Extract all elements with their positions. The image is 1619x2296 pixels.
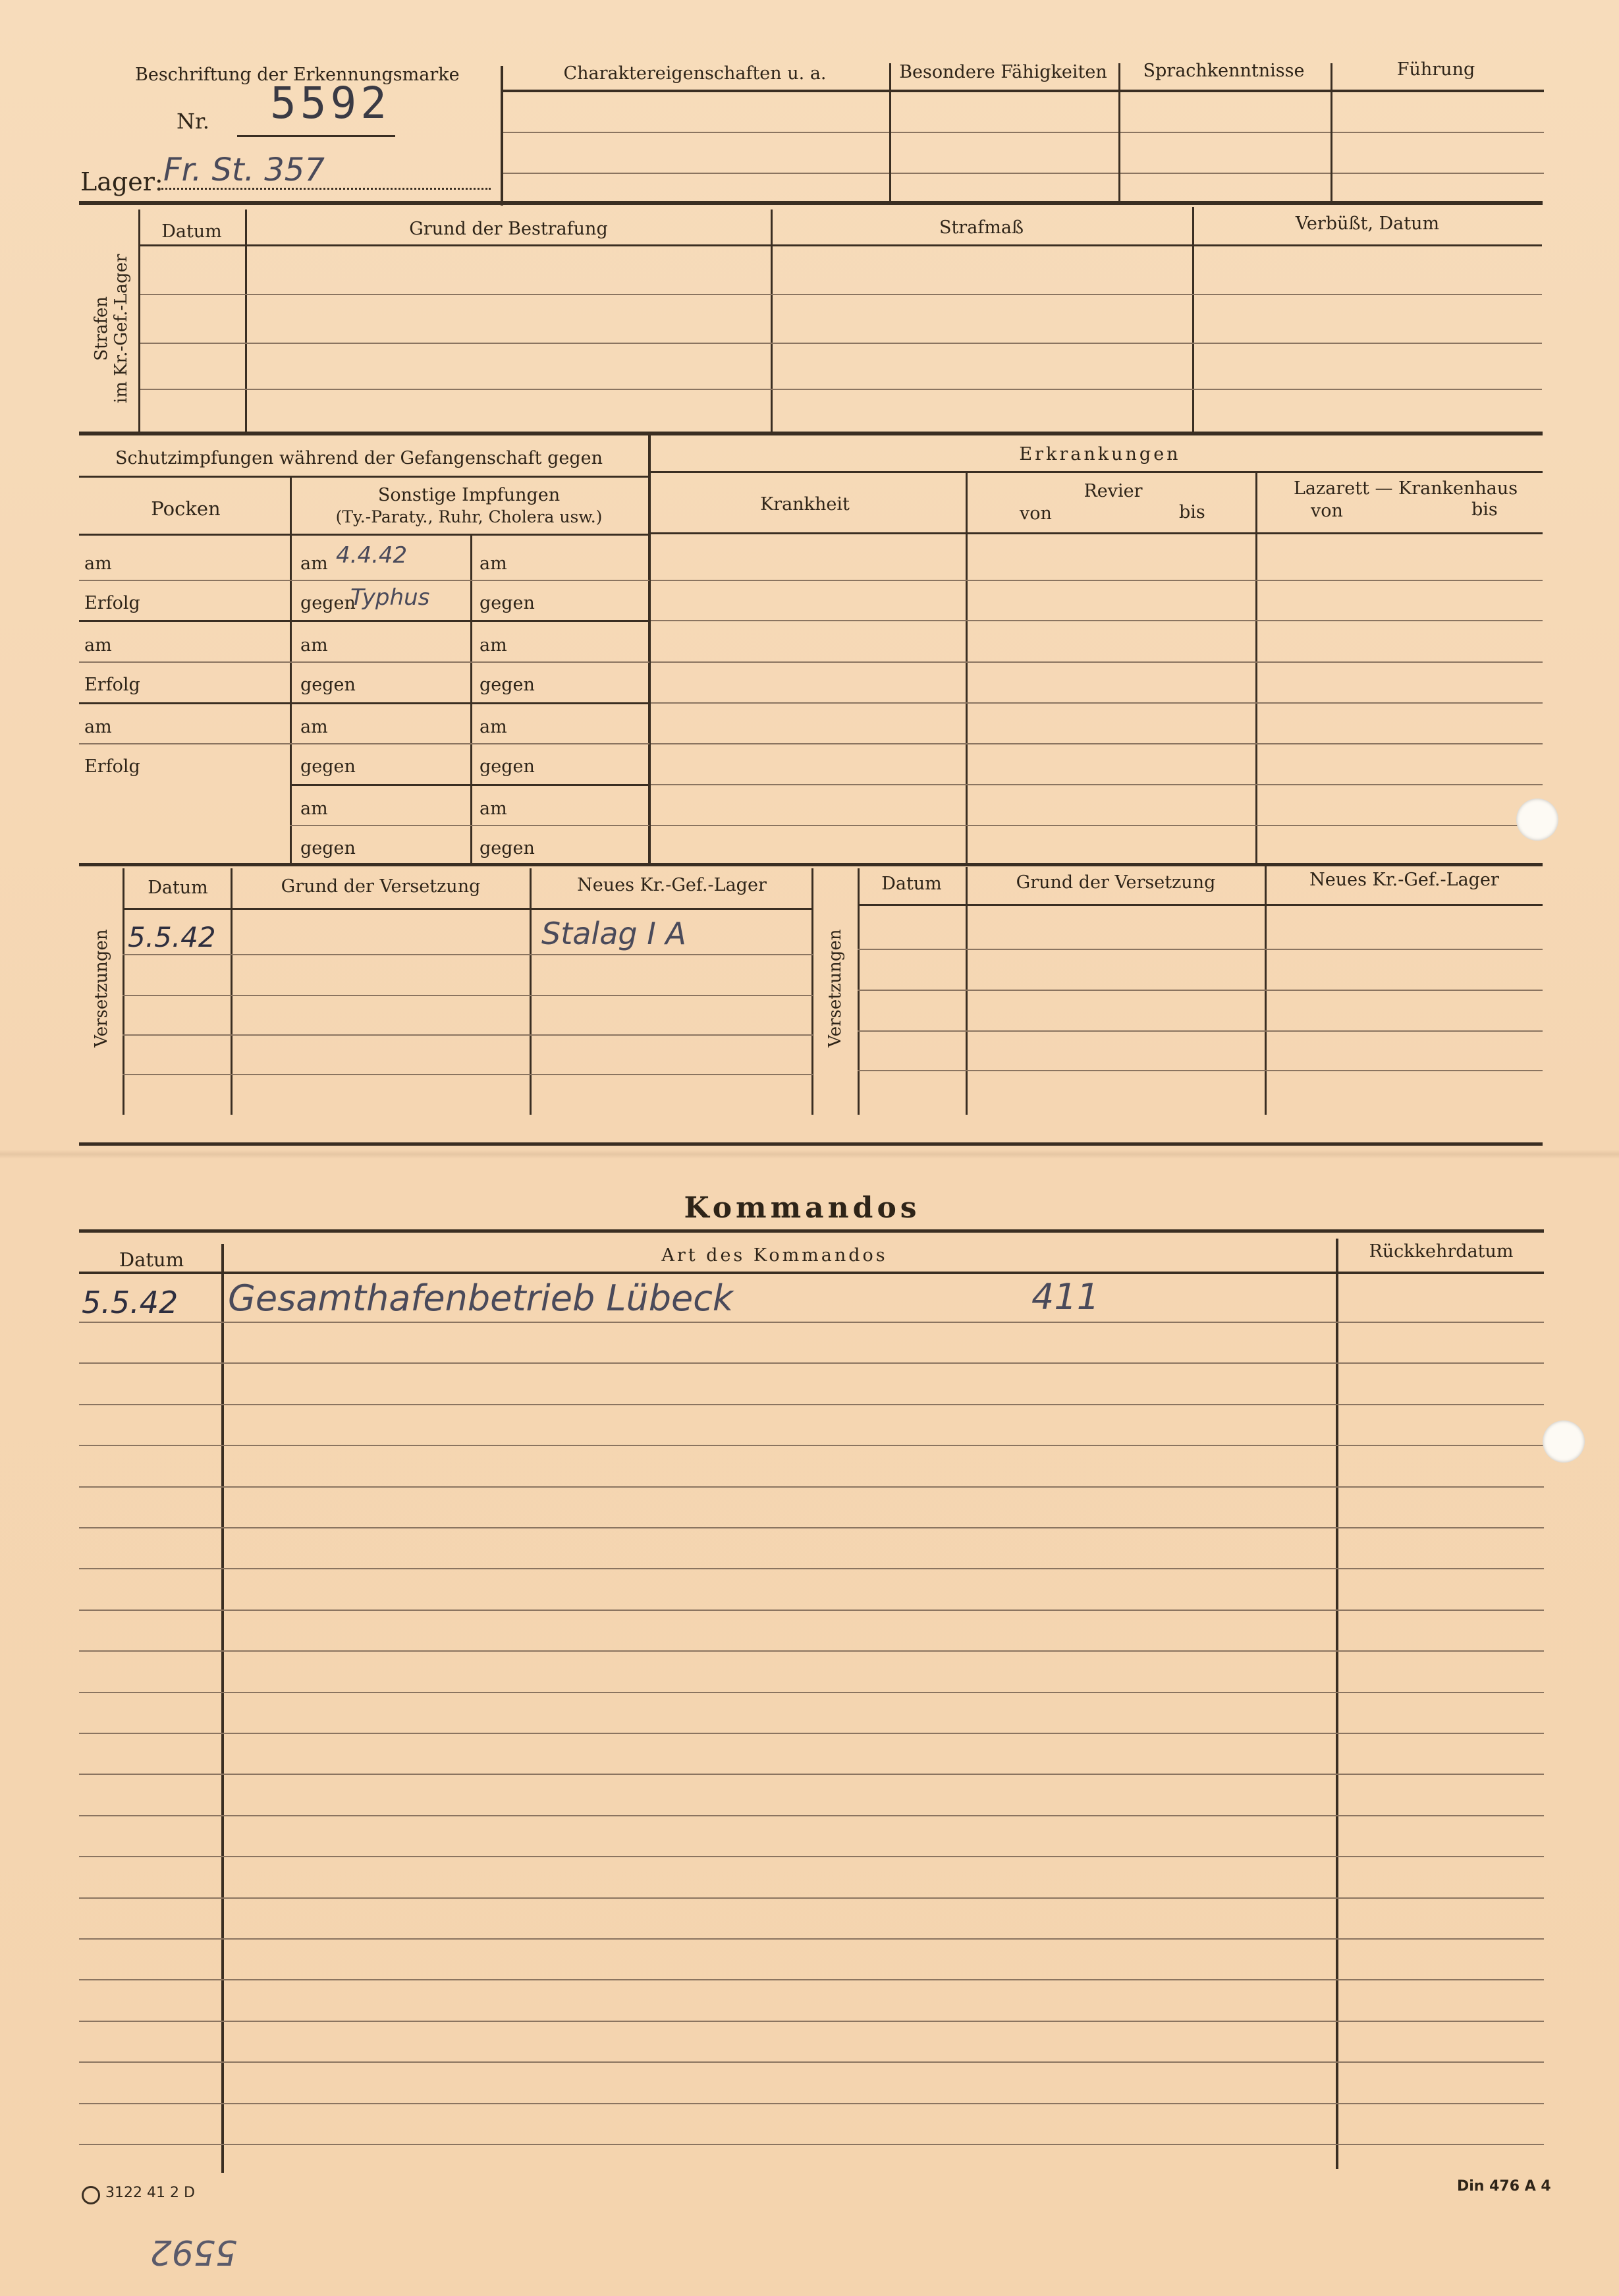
kommandos-row-line xyxy=(79,1362,1544,1364)
header-fuehrung: Führung xyxy=(1396,59,1475,80)
strafen-row-line xyxy=(140,294,1542,295)
kommandos-row-line xyxy=(79,2061,1544,2063)
vers-left-side-label: Versetzungen xyxy=(92,929,111,1048)
impfungen-header-line xyxy=(79,534,649,536)
vers-row1-date: 5.5.42 xyxy=(128,921,216,953)
impf-group-line xyxy=(79,702,649,704)
impf-group-line xyxy=(290,784,649,786)
header-sprachkenntnisse: Sprachkenntnisse xyxy=(1143,61,1305,81)
erk-row-line xyxy=(651,620,1543,621)
kommandos-table-top xyxy=(79,1229,1544,1233)
erkrankungen-title-line xyxy=(651,471,1543,473)
erkrankungen-divider xyxy=(1255,472,1257,864)
sonstige-am-3b: am xyxy=(480,717,507,737)
kommandos-row-line xyxy=(79,1527,1544,1528)
erkrankungen-title: Erkrankungen xyxy=(1019,444,1181,464)
kommandos-row-line xyxy=(79,1445,1544,1446)
printer-code: 3122 41 2 D xyxy=(105,2185,195,2201)
vers-right-header-line xyxy=(858,904,1543,906)
vers-left-divider xyxy=(811,868,813,1115)
top-grid-divider xyxy=(1118,63,1120,204)
pocken-header: Pocken xyxy=(151,497,221,520)
kommandos-header-line xyxy=(79,1272,1544,1274)
strafen-divider xyxy=(771,210,773,432)
strafen-verbuesst-header: Verbüßt, Datum xyxy=(1295,213,1440,234)
impfungen-title: Schutzimpfungen während der Gefangenschaft gegen xyxy=(115,448,603,468)
strafen-divider xyxy=(245,210,247,432)
kommandos-row-line xyxy=(79,2144,1544,2145)
kommandos-row-line xyxy=(79,1650,1544,1652)
sonstige-am-2a: am xyxy=(300,635,328,656)
strafen-divider xyxy=(138,210,140,432)
lager-value: Fr. St. 357 xyxy=(163,152,325,188)
lazarett-bis: bis xyxy=(1471,499,1498,520)
pocken-am-2: am xyxy=(84,635,112,656)
sonstige-gegen-3a: gegen xyxy=(300,756,356,777)
punch-hole xyxy=(1516,798,1558,841)
pocken-erfolg-2: Erfolg xyxy=(84,675,140,695)
kommandos-row-line xyxy=(79,1568,1544,1569)
sonstige-header-1: Sonstige Impfungen xyxy=(377,485,561,505)
kommandos-row-line xyxy=(79,1979,1544,1980)
kommandos-divider-datum xyxy=(221,1244,224,2173)
nr-underline xyxy=(237,135,395,137)
sonstige-am-2b: am xyxy=(480,635,507,656)
vers-left-row-line xyxy=(123,954,813,955)
erk-row-line xyxy=(651,825,1543,826)
revier-von: von xyxy=(1020,503,1052,524)
sonstige-hand-typhus: Typhus xyxy=(350,584,430,611)
top-grid-divider xyxy=(889,63,891,204)
kommandos-row1-num: 411 xyxy=(1031,1276,1100,1318)
kommandos-row-line xyxy=(79,1733,1544,1734)
vers-right-row-line xyxy=(858,1070,1543,1071)
kommandos-row-line xyxy=(79,1692,1544,1693)
vers-left-divider xyxy=(530,868,532,1115)
vers-right-row-line xyxy=(858,990,1543,991)
sonstige-gegen-4a: gegen xyxy=(300,838,356,858)
nr-value: 5592 xyxy=(270,78,391,128)
strafen-datum-header: Datum xyxy=(161,221,222,242)
inscription-label: Beschriftung der Erkennungsmarke xyxy=(135,65,460,85)
vers-right-row-line xyxy=(858,949,1543,950)
vers-row1-lager: Stalag I A xyxy=(541,916,686,951)
printer-mark-icon xyxy=(82,2186,100,2204)
erk-row-line xyxy=(651,661,1543,663)
strafen-top-border xyxy=(79,201,1543,205)
kommandos-row1-date: 5.5.42 xyxy=(82,1285,178,1320)
vers-left-row-line xyxy=(123,995,813,996)
top-grid-left-border xyxy=(501,66,503,206)
vers-right-row-line xyxy=(858,1030,1543,1032)
strafen-divider xyxy=(1192,207,1194,432)
kommandos-row-line xyxy=(79,1938,1544,1940)
kommandos-art-header: Art des Kommandos xyxy=(661,1245,888,1266)
revier-bis: bis xyxy=(1179,502,1205,522)
erk-row-line xyxy=(651,784,1543,785)
impfungen-title-line xyxy=(79,476,649,478)
top-grid-line xyxy=(503,173,1544,174)
lager-dotted-line xyxy=(158,188,491,190)
sonstige-am-4a: am xyxy=(300,798,328,819)
sonstige-am-4b: am xyxy=(480,798,507,819)
strafen-side-label-2: im Kr.-Gef.-Lager xyxy=(111,254,131,403)
sonstige-gegen-4b: gegen xyxy=(480,838,535,858)
kommandos-row-line xyxy=(79,1486,1544,1488)
impf-row-line xyxy=(79,743,649,744)
paper-fold xyxy=(0,1150,1619,1159)
krankheit-header: Krankheit xyxy=(760,494,850,515)
vers-left-datum-header: Datum xyxy=(148,878,208,898)
kommandos-row-line xyxy=(79,1897,1544,1899)
strafen-header-line xyxy=(140,244,1542,246)
pocken-erfolg-1: Erfolg xyxy=(84,593,140,613)
vers-right-grund-header: Grund der Versetzung xyxy=(1016,872,1216,893)
kommandos-top-border xyxy=(79,1142,1543,1146)
sonstige-gegen-2a: gegen xyxy=(300,675,356,695)
erk-row-line xyxy=(651,580,1543,581)
impfungen-divider xyxy=(470,534,472,864)
kommandos-row-line xyxy=(79,1404,1544,1405)
vers-left-grund-header: Grund der Versetzung xyxy=(281,876,481,897)
vers-left-row-line xyxy=(123,1034,813,1036)
sonstige-hand-date: 4.4.42 xyxy=(336,542,408,569)
kommandos-divider-rueckkehr xyxy=(1336,1239,1338,2169)
pocken-am-1: am xyxy=(84,553,112,574)
versetzungen-top-border xyxy=(79,863,1543,866)
strafen-row-line xyxy=(140,343,1542,344)
nr-label: Nr. xyxy=(177,109,209,134)
strafen-side-label xyxy=(92,254,132,403)
sonstige-am-1a: am xyxy=(300,553,328,574)
vers-left-header-line xyxy=(123,908,813,910)
strafen-strafmass-header: Strafmaß xyxy=(939,217,1024,238)
impfungen-right-border xyxy=(648,435,651,864)
punch-hole xyxy=(1543,1420,1585,1463)
strafen-side-label-1: Strafen xyxy=(92,296,111,361)
sonstige-gegen-3b: gegen xyxy=(480,756,535,777)
header-charakter: Charaktereigenschaften u. a. xyxy=(563,63,827,84)
kommandos-row-line xyxy=(79,2103,1544,2104)
vers-left-lager-header: Neues Kr.-Gef.-Lager xyxy=(577,875,767,895)
kommandos-row1-art: Gesamthafenbetrieb Lübeck xyxy=(228,1277,734,1319)
strafen-row-line xyxy=(140,389,1542,390)
header-faehigkeiten: Besondere Fähigkeiten xyxy=(899,62,1107,82)
kommandos-row-line xyxy=(79,2021,1544,2022)
erk-row-line xyxy=(651,702,1543,704)
vers-left-divider xyxy=(231,868,233,1115)
lager-label: Lager: xyxy=(80,167,163,196)
kommandos-row-line xyxy=(79,1856,1544,1857)
vers-right-datum-header: Datum xyxy=(881,874,942,894)
kommandos-row-line xyxy=(79,1815,1544,1816)
kommandos-rueckkehr-header: Rückkehrdatum xyxy=(1369,1241,1514,1262)
top-grid-header-line xyxy=(503,90,1544,92)
erkrankungen-header-line xyxy=(651,532,1543,534)
strafen-grund-header: Grund der Bestrafung xyxy=(409,219,608,239)
sonstige-gegen-1b: gegen xyxy=(480,593,535,613)
sonstige-gegen-1a: gegen xyxy=(300,593,356,613)
vers-right-lager-header: Neues Kr.-Gef.-Lager xyxy=(1309,870,1499,890)
sonstige-am-3a: am xyxy=(300,717,328,737)
sonstige-gegen-2b: gegen xyxy=(480,675,535,695)
din-format: Din 476 A 4 xyxy=(1457,2178,1551,2195)
lazarett-header: Lazarett — Krankenhaus xyxy=(1293,478,1518,499)
kommandos-row-line xyxy=(79,1610,1544,1611)
top-grid-divider xyxy=(1331,63,1332,204)
kommandos-row-line xyxy=(79,1774,1544,1775)
sonstige-header-2: (Ty.-Paraty., Ruhr, Cholera usw.) xyxy=(335,507,603,526)
vers-right-side-label: Versetzungen xyxy=(825,929,845,1048)
impf-row-line xyxy=(290,825,649,826)
vers-left-divider xyxy=(123,868,124,1115)
pocken-am-3: am xyxy=(84,717,112,737)
lazarett-von: von xyxy=(1311,501,1343,521)
kommandos-title: Kommandos xyxy=(684,1191,921,1225)
bottom-handwritten-number: 5592 xyxy=(150,2232,237,2272)
impf-row-line xyxy=(79,661,649,663)
kommandos-datum-header: Datum xyxy=(119,1248,184,1271)
impfungen-top-border xyxy=(79,432,1543,435)
impf-row-line xyxy=(79,580,649,581)
sonstige-am-1b: am xyxy=(480,553,507,574)
impf-group-line xyxy=(79,620,649,622)
top-grid-line xyxy=(503,132,1544,133)
vers-left-row-line xyxy=(123,1074,813,1075)
revier-header: Revier xyxy=(1084,481,1143,501)
pocken-erfolg-3: Erfolg xyxy=(84,756,140,777)
kommandos-row-line xyxy=(79,1322,1544,1323)
erk-row-line xyxy=(651,743,1543,744)
